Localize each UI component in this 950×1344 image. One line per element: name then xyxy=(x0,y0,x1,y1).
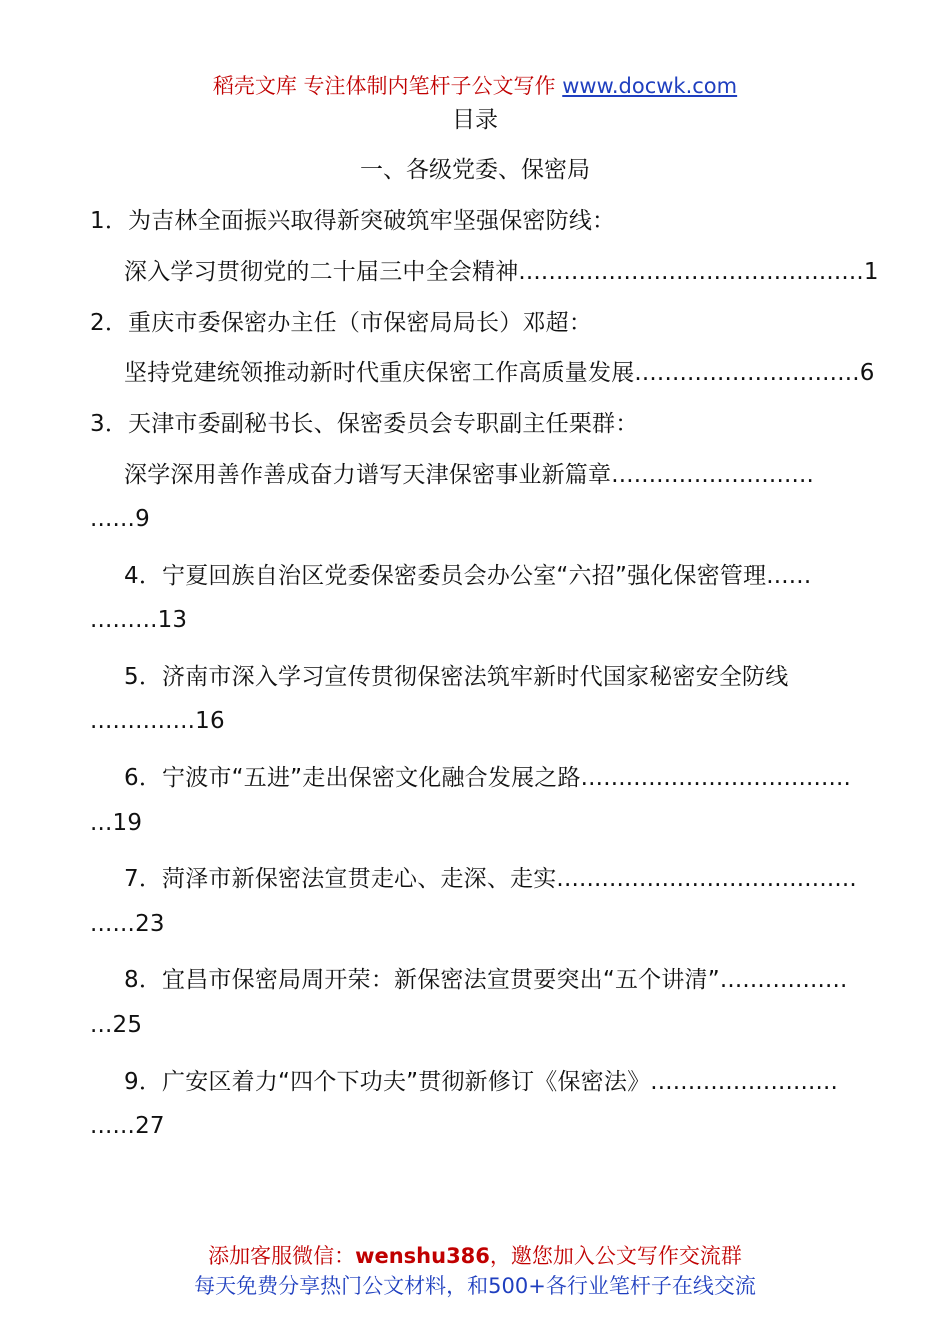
toc-entry-2-subtitle[interactable]: 坚持党建统领推动新时代重庆保密工作高质量发展..............................6 xyxy=(124,360,875,386)
toc-entry-2-title[interactable]: 2．重庆市委保密办主任（市保密局局长）邓超： xyxy=(90,310,593,336)
toc-entry-3-subtitle[interactable]: 深学深用善作善成奋力谱写天津保密事业新篇章........................... xyxy=(124,462,814,488)
toc-title: 目录 xyxy=(452,107,498,133)
footer-wechat-line xyxy=(0,1240,950,1270)
toc-entry-3-page[interactable]: ......9 xyxy=(90,506,150,532)
toc-entry-1-title[interactable]: 1．为吉林全面振兴取得新突破筑牢坚强保密防线： xyxy=(90,208,616,234)
toc-entry-1-subtitle[interactable]: 深入学习贯彻党的二十届三中全会精神..............................................1 xyxy=(124,259,879,285)
toc-entry-8-title[interactable]: 8．宜昌市保密局周开荣：新保密法宣贯要突出“五个讲清”................. xyxy=(124,967,848,993)
toc-entry-8-page[interactable]: ...25 xyxy=(90,1012,143,1038)
toc-entry-9-page[interactable]: ......27 xyxy=(90,1113,165,1139)
header-banner xyxy=(0,70,950,100)
footer-prefix: 添加客服微信： xyxy=(208,1244,356,1268)
toc-entry-4-title[interactable]: 4．宁夏回族自治区党委保密委员会办公室“六招”强化保密管理...... xyxy=(124,563,812,589)
toc-entry-5-title[interactable]: 5．济南市深入学习宣传贯彻保密法筑牢新时代国家秘密安全防线 xyxy=(124,664,789,690)
footer-wechat-id: wenshu386 xyxy=(355,1244,490,1268)
toc-entry-4-page[interactable]: .........13 xyxy=(90,607,188,633)
toc-entry-9-title[interactable]: 9．广安区着力“四个下功夫”贯彻新修订《保密法》......................... xyxy=(124,1069,839,1095)
toc-entry-7-page[interactable]: ......23 xyxy=(90,911,165,937)
toc-section-heading: 一、各级党委、保密局 xyxy=(360,157,590,183)
header-url-link[interactable]: www.docwk.com xyxy=(562,74,738,98)
header-brand: 稻壳文库 专注体制内笔杆子公文写作 xyxy=(212,74,556,98)
footer-share-line: 每天免费分享热门公文材料，和500+各行业笔杆子在线交流 xyxy=(194,1274,756,1298)
toc-entry-7-title[interactable]: 7．菏泽市新保密法宣贯走心、走深、走实........................................ xyxy=(124,866,857,892)
toc-entry-3-title[interactable]: 3．天津市委副秘书长、保密委员会专职副主任栗群： xyxy=(90,411,639,437)
toc-entry-6-page[interactable]: ...19 xyxy=(90,810,143,836)
toc-entry-6-title[interactable]: 6．宁波市“五进”走出保密文化融合发展之路.................................... xyxy=(124,765,852,791)
footer-suffix: ，邀您加入公文写作交流群 xyxy=(489,1244,742,1268)
toc-entry-5-page[interactable]: ..............16 xyxy=(90,708,225,734)
